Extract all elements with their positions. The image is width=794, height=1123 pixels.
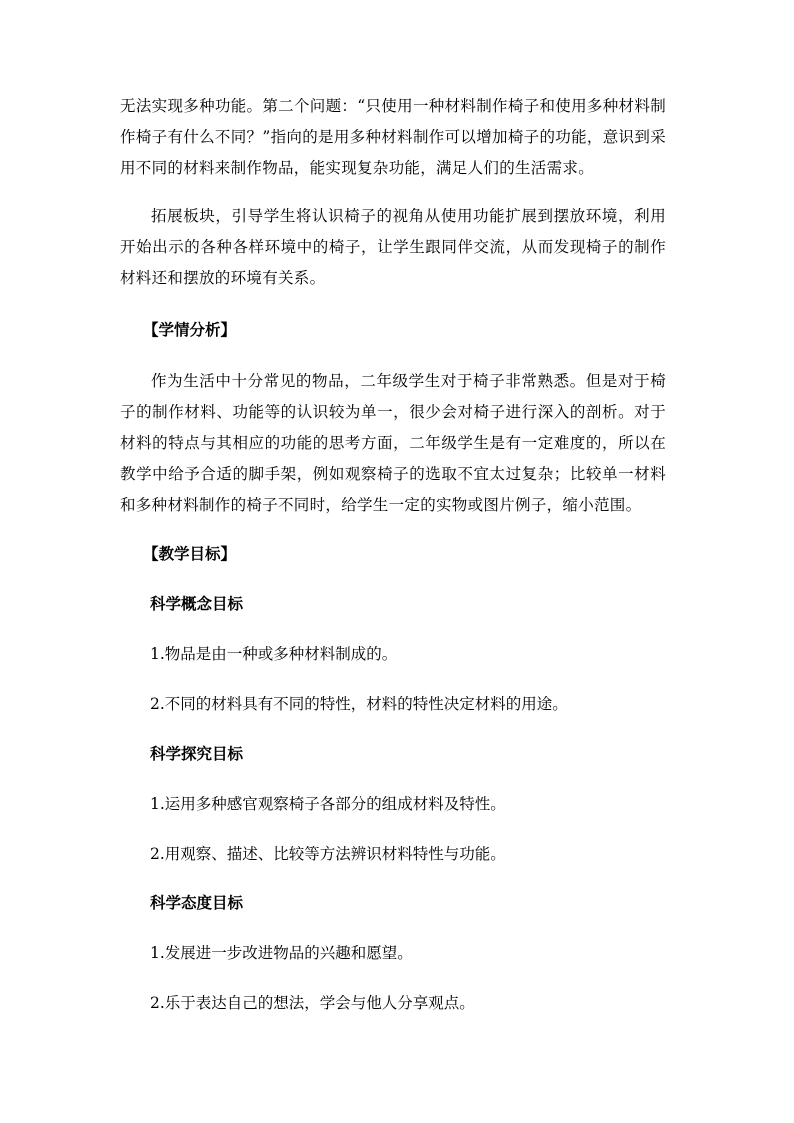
learning-analysis-heading: 【学情分析】 [143,320,237,339]
concept-goals-heading: 科学概念目标 [150,594,244,613]
intro-paragraph: 无法实现多种功能。第二个问题：“只使用一种材料制作椅子和使用多种材料制作椅子有什么不同？”指向的是用多种材料制作可以增加椅子的功能，意识到采用不同的材料来制作物品，能实现复杂功能，满足人们的生活需求。 [120,97,666,177]
teaching-goals-heading: 【教学目标】 [143,544,237,563]
inquiry-goals-heading: 科学探究目标 [150,744,244,763]
attitude-goal-item: 1.发展进一步改进物品的兴趣和愿望。 [150,944,413,962]
inquiry-goal-item: 2.用观察、描述、比较等方法辨识材料特性与功能。 [150,845,506,863]
attitude-goals-heading: 科学态度目标 [150,893,244,912]
concept-goal-item: 1.物品是由一种或多种材料制成的。 [150,645,398,663]
learning-analysis-paragraph: 作为生活中十分常见的物品，二年级学生对于椅子非常熟悉。但是对于椅子的制作材料、功能等的认识较为单一，很少会对椅子进行深入的剖析。对于材料的特点与其相应的功能的思考方面，二年级学生是有一定难度的，所以在教学中给予合适的脚手架，例如观察椅子的选取不宜太过复杂；比较单一材料和多种材料制作的椅子不同时，给学生一定的实物或图片例子，缩小范围。 [120,372,666,514]
concept-goal-item: 2.不同的材料具有不同的特性，材料的特性决定材料的用途。 [150,695,568,713]
inquiry-goal-item: 1.运用多种感官观察椅子各部分的组成材料及特性。 [150,795,506,813]
attitude-goal-item: 2.乐于表达自己的想法，学会与他人分享观点。 [150,994,475,1012]
extension-paragraph: 拓展板块，引导学生将认识椅子的视角从使用功能扩展到摆放环境，利用开始出示的各种各样环境中的椅子，让学生跟同伴交流，从而发现椅子的制作材料还和摆放的环境有关系。 [120,207,666,287]
